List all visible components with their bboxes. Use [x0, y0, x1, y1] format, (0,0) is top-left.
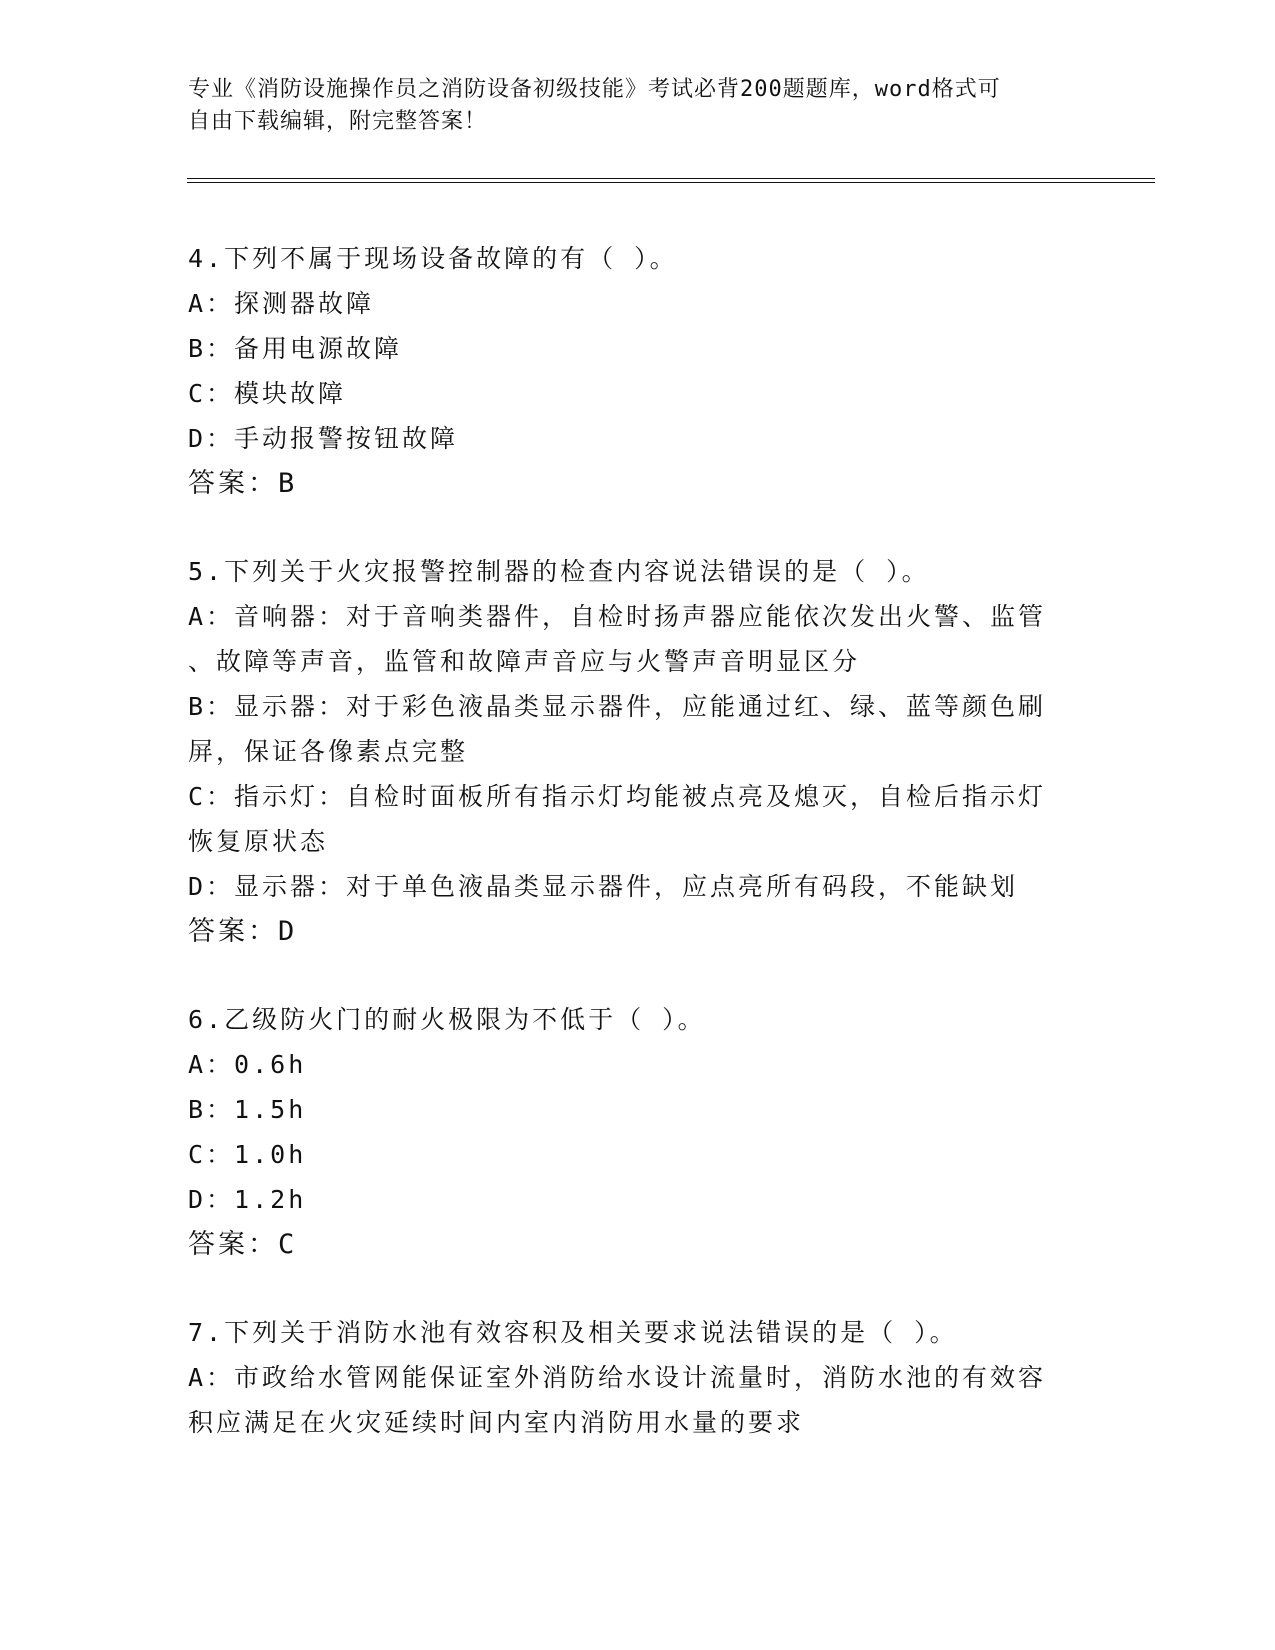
option-text: C：1.0h — [188, 1140, 307, 1169]
answer-text: 答案：D — [188, 916, 298, 947]
option-text: B：备用电源故障 — [188, 334, 403, 363]
option-text: A：市政给水管网能保证室外消防给水设计流量时，消防水池的有效容 — [188, 1363, 1047, 1392]
question-text: 5.下列关于火灾报警控制器的检查内容说法错误的是（ ）。 — [188, 557, 930, 586]
option-text: 、故障等声音，监管和故障声音应与火警声音明显区分 — [188, 647, 861, 676]
document-header — [188, 74, 1068, 138]
question-list — [188, 236, 1088, 1488]
header-divider — [187, 178, 1155, 183]
option-text: A：0.6h — [188, 1050, 307, 1079]
option-text: A：音响器：对于音响类器件，自检时扬声器应能依次发出火警、监管 — [188, 602, 1047, 631]
question-block — [188, 1310, 1088, 1445]
question-text: 7.下列关于消防水池有效容积及相关要求说法错误的是（ ）。 — [188, 1318, 958, 1347]
option-text: D：1.2h — [188, 1185, 307, 1214]
option-text: 恢复原状态 — [188, 827, 329, 856]
option-text: B：1.5h — [188, 1095, 307, 1124]
header-line-1: 专业《消防设施操作员之消防设备初级技能》考试必背200题题库，word格式可 — [188, 77, 1001, 102]
option-text: 积应满足在火灾延续时间内室内消防用水量的要求 — [188, 1408, 805, 1437]
option-text: 屏，保证各像素点完整 — [188, 737, 469, 766]
option-text: D：显示器：对于单色液晶类显示器件，应点亮所有码段，不能缺划 — [188, 872, 1019, 901]
option-text: A：探测器故障 — [188, 289, 375, 318]
question-text: 6.乙级防火门的耐火极限为不低于（ ）。 — [188, 1005, 706, 1034]
option-text: C：模块故障 — [188, 379, 347, 408]
header-line-2: 自由下载编辑，附完整答案！ — [188, 109, 488, 134]
answer-text: 答案：C — [188, 1229, 298, 1260]
option-text: B：显示器：对于彩色液晶类显示器件，应能通过红、绿、蓝等颜色刷 — [188, 692, 1047, 721]
option-text: D：手动报警按钮故障 — [188, 424, 459, 453]
option-text: C：指示灯：自检时面板所有指示灯均能被点亮及熄灭，自检后指示灯 — [188, 782, 1047, 811]
question-block — [188, 997, 1088, 1267]
question-block — [188, 549, 1088, 954]
answer-text: 答案：B — [188, 468, 298, 499]
question-text: 4.下列不属于现场设备故障的有（ ）。 — [188, 244, 678, 273]
question-block — [188, 236, 1088, 506]
